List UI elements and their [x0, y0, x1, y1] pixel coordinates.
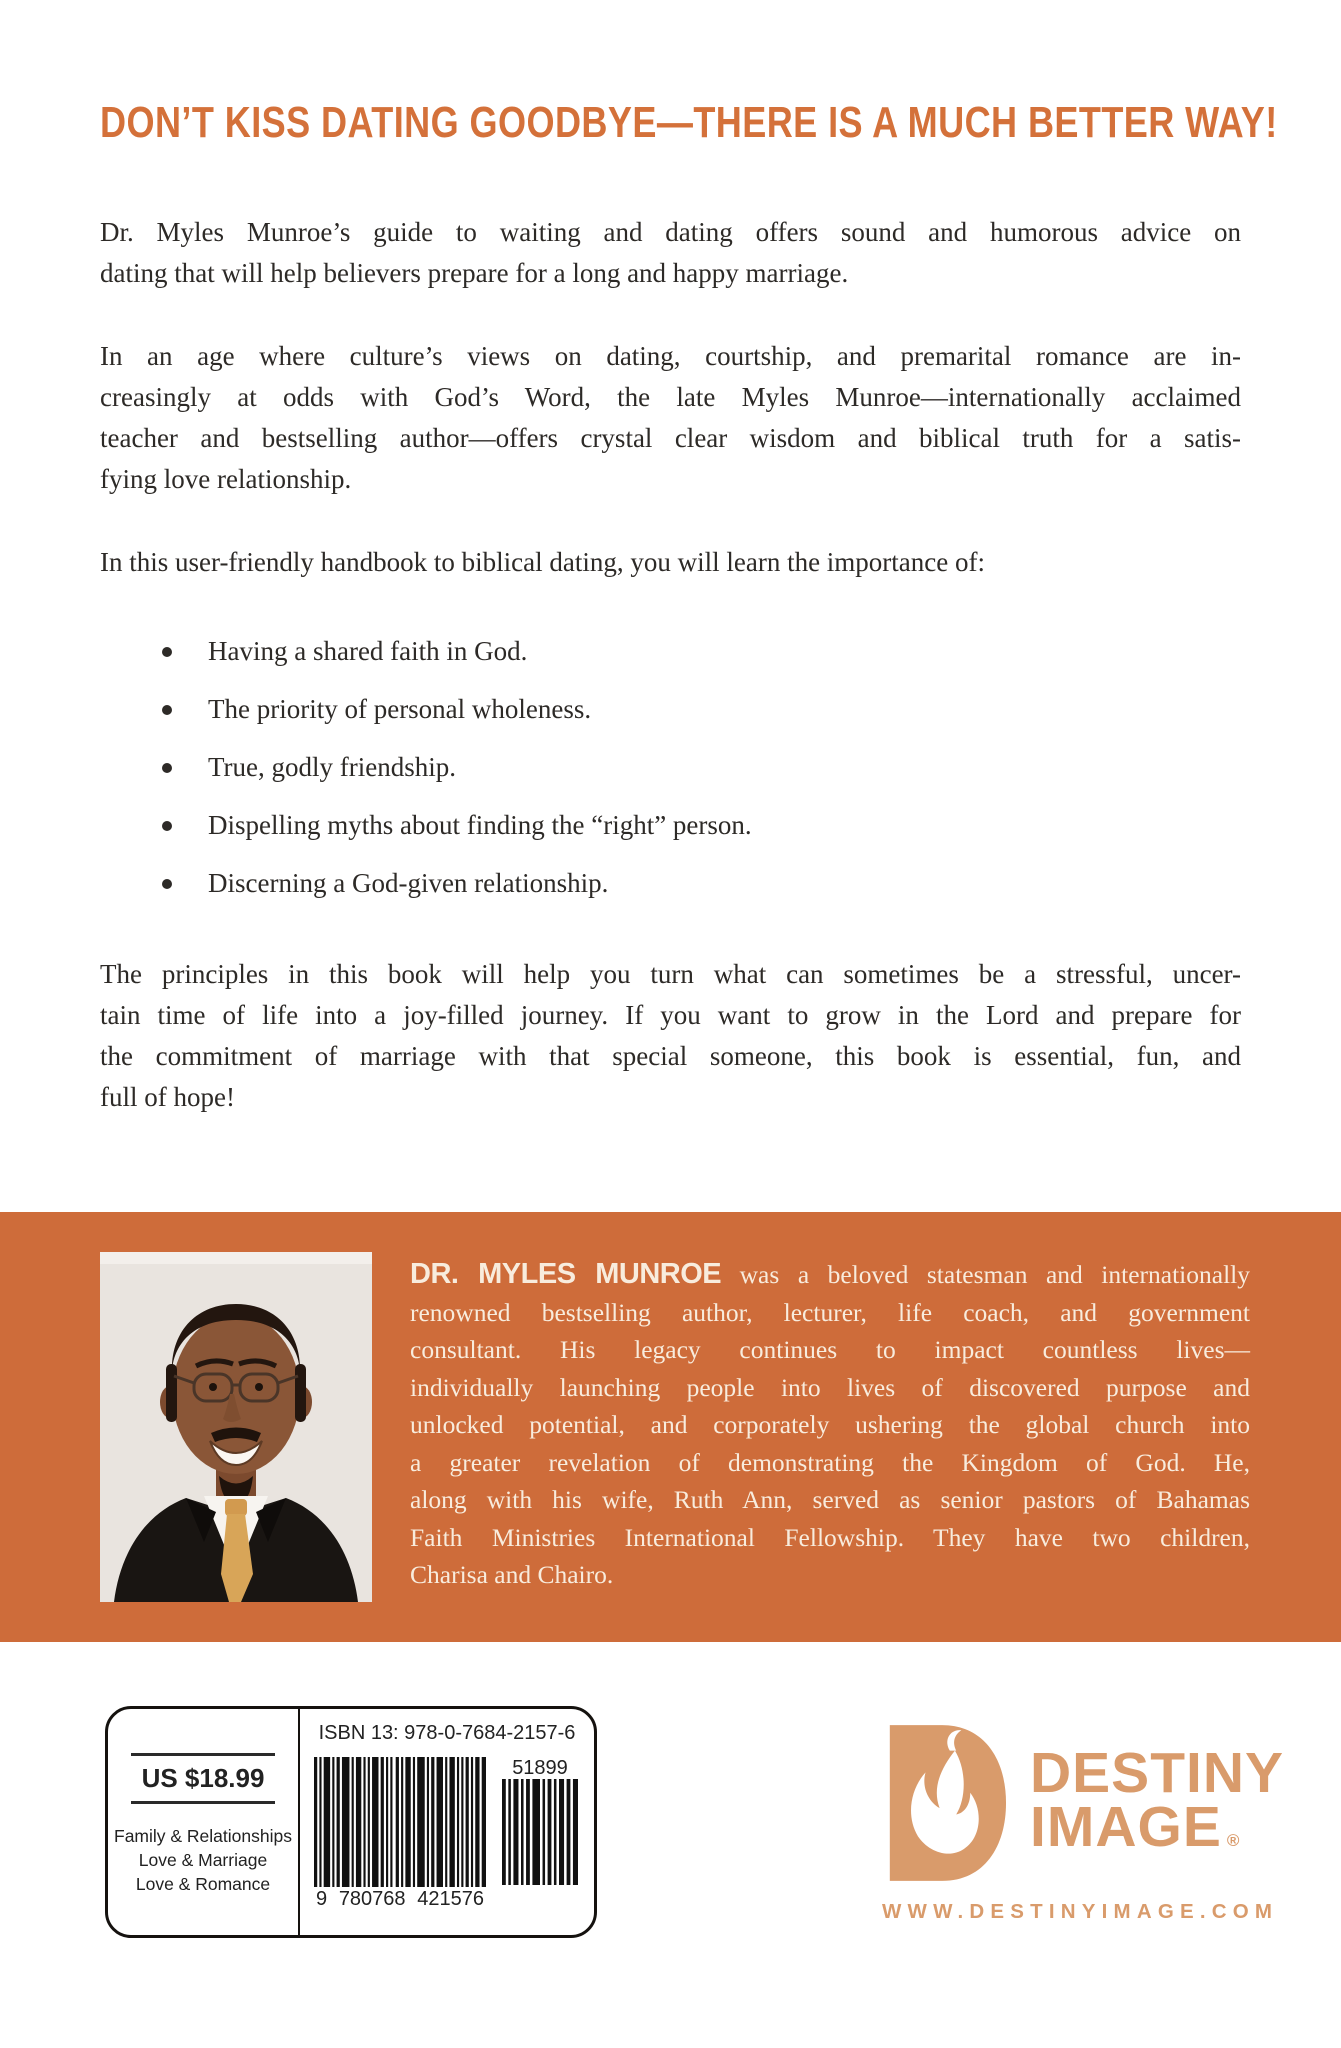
text-line: the commitment of marriage with that special someone, this book is essential, fun, and	[100, 1041, 1241, 1071]
author-portrait-illustration	[100, 1252, 372, 1602]
bio-line: Charisa and Chairo.	[410, 1560, 614, 1589]
author-photo	[100, 1252, 372, 1602]
category: Love & Marriage	[138, 1850, 268, 1870]
category: Love & Romance	[135, 1874, 271, 1894]
bio-line: consultant. His legacy continues to impact countless lives—	[410, 1335, 1250, 1364]
publisher-name-line2: IMAGE ®	[1030, 1795, 1241, 1859]
registered-mark: ®	[1226, 1831, 1241, 1850]
publisher-logo	[882, 1720, 1296, 1886]
barcode-cell	[300, 1709, 594, 1935]
headline	[100, 98, 1300, 148]
barcode-supplement-bars-icon	[502, 1779, 578, 1885]
category: Family & Relationships	[114, 1826, 292, 1846]
barcode-digits	[314, 1888, 486, 1911]
author-band	[0, 1212, 1341, 1642]
publisher-name	[1030, 1741, 1285, 1868]
bio-line: Faith Ministries International Fellowship. They have two children,	[410, 1522, 1250, 1552]
text-line: tain time of life into a joy-filled journey. If you want to grow in the Lord and prepare for	[100, 1000, 1241, 1030]
bio-line: a greater revelation of demonstrating the Kingdom of God. He,	[410, 1447, 1250, 1477]
bullet-item: Discerning a God-given relationship.	[156, 863, 1241, 904]
paragraph-context	[100, 336, 1241, 500]
bio-line: unlocked potential, and corporately ushering the global church into	[410, 1410, 1250, 1439]
text-line: Dr. Myles Munroe’s guide to waiting and dating offers sound and humorous advice on	[100, 217, 1241, 247]
divider-rule	[131, 1753, 275, 1756]
category-list	[114, 1824, 292, 1896]
barcode-digit-group: 421576	[417, 1888, 484, 1910]
barcode-row	[314, 1757, 580, 1911]
barcode-digit-group: 780768	[338, 1888, 406, 1910]
bullet-item: The priority of personal wholeness.	[156, 689, 1241, 730]
paragraph-closing	[100, 954, 1241, 1118]
barcode-main	[314, 1757, 486, 1911]
publisher-block	[882, 1720, 1296, 1924]
text-line: teacher and bestselling author—offers crystal clear wisdom and biblical truth for a satis-	[100, 423, 1241, 453]
barcode-main-bars-icon	[314, 1757, 486, 1887]
text-line: full of hope!	[100, 1082, 235, 1112]
bullet-list	[100, 631, 1241, 904]
barcode-panel	[105, 1706, 597, 1938]
paragraph-intro	[100, 212, 1241, 294]
divider-rule	[131, 1801, 275, 1804]
paragraph-lead-in: In this user-friendly handbook to biblical dating, you will learn the importance of:	[100, 547, 985, 577]
bullet-item: Having a shared faith in God.	[156, 631, 1241, 672]
barcode-digit-lead: 9	[316, 1888, 328, 1910]
text-line: dating that will help believers prepare for a long and happy marriage.	[100, 258, 849, 288]
supplement-number: 51899	[512, 1757, 568, 1779]
author-name: DR. MYLES MUNROE	[410, 1258, 722, 1290]
bio-line: individually launching people into lives of discovered purpose and	[410, 1372, 1250, 1402]
bio-first-line-text: was a beloved statesman and internationally	[739, 1260, 1250, 1289]
text-line: In an age where culture’s views on dating, courtship, and premarital romance are in-	[100, 341, 1241, 371]
text-line: fying love relationship.	[100, 464, 352, 494]
synopsis	[100, 212, 1241, 1160]
isbn-label: ISBN 13: 978-0-7684-2157-6	[318, 1722, 576, 1744]
headline-text: DON’T KISS DATING GOODBYE—THERE IS A MUCH BETTER WAY!	[100, 98, 1278, 147]
bio-text	[410, 1294, 1250, 1594]
author-bio	[410, 1256, 1250, 1594]
bullet-item: True, godly friendship.	[156, 747, 1241, 788]
bullet-item: Dispelling myths about finding the “right” person.	[156, 805, 1241, 846]
publisher-website: WWW.DESTINYIMAGE.COM	[882, 1900, 1279, 1923]
publisher-name-line1: DESTINY	[1030, 1741, 1285, 1805]
bio-first-line	[410, 1256, 1250, 1294]
text-line: creasingly at odds with God’s Word, the late Myles Munroe—internationally acclaimed	[100, 382, 1241, 412]
text-line: The principles in this book will help you turn what can sometimes be a stressful, uncer-	[100, 959, 1241, 989]
bio-line: along with his wife, Ruth Ann, served as senior pastors of Bahamas	[410, 1485, 1250, 1514]
destiny-image-flame-d-icon	[882, 1720, 1010, 1886]
price: US $18.99	[141, 1763, 265, 1793]
bio-line: renowned bestselling author, lecturer, life coach, and government	[410, 1297, 1250, 1327]
barcode-supplement	[500, 1757, 580, 1885]
price-cell	[108, 1709, 300, 1935]
